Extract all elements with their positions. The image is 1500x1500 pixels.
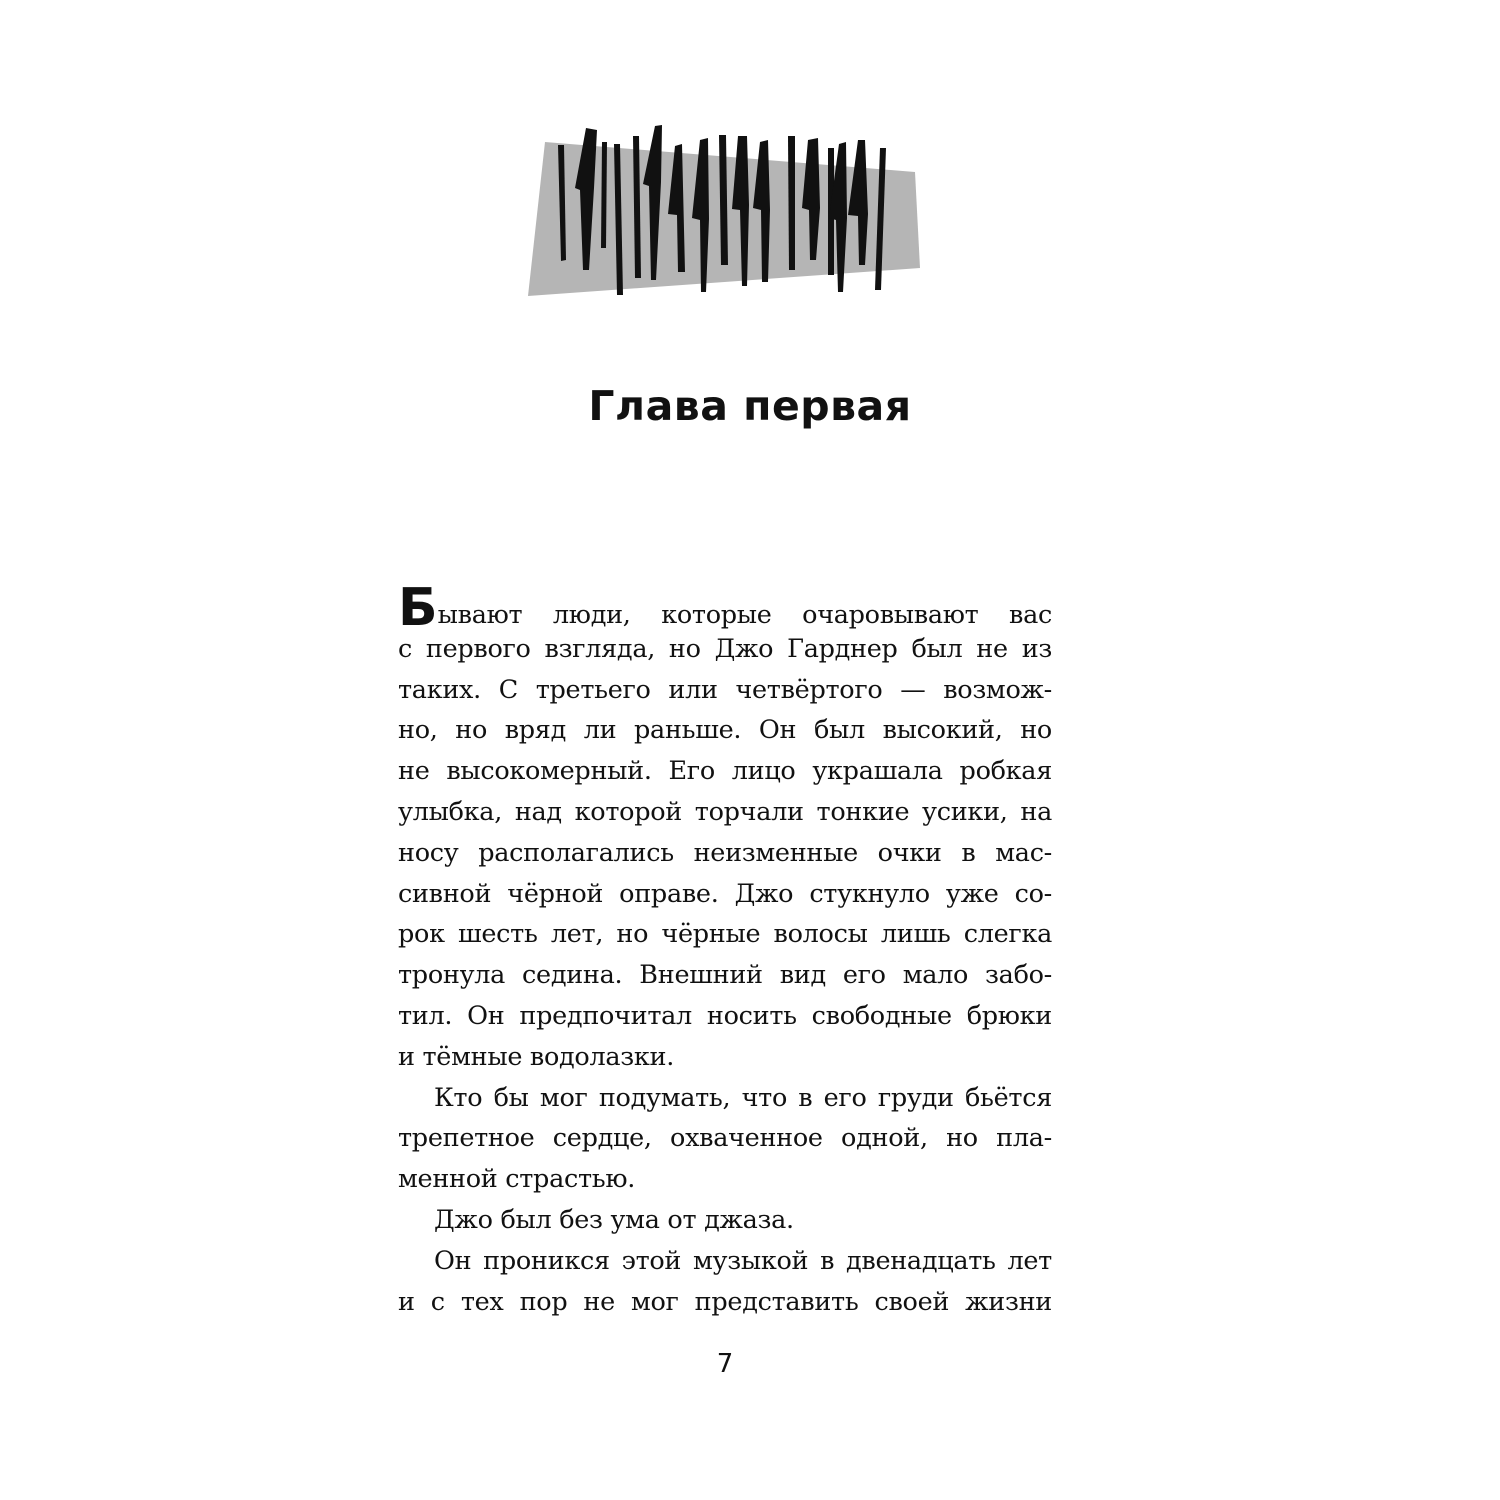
- text-line: [398, 955, 1052, 996]
- text-line: [398, 833, 1052, 874]
- page-number: 7: [716, 1349, 734, 1379]
- text-line-content: трепетное сердце, охваченное одной, но пла-: [398, 1123, 1052, 1154]
- chapter-body-text: [398, 578, 1052, 1322]
- text-line-content: менной страстью.: [398, 1164, 636, 1195]
- text-line-content: Он проникся этой музыкой в двенадцать лет: [434, 1245, 1052, 1276]
- text-line-content: и с тех пор не мог представить своей жизни: [398, 1286, 1052, 1317]
- text-line-content: тил. Он предпочитал носить свободные брюки: [398, 1000, 1052, 1031]
- text-line: [398, 1241, 1052, 1282]
- text-line-content: таких. С третьего или четвёртого — возмож-: [398, 674, 1052, 705]
- text-line: [398, 792, 1052, 833]
- text-line: [398, 1078, 1052, 1119]
- text-line: [398, 751, 1052, 792]
- text-line-content: носу располагались неизменные очки в мас-: [398, 837, 1052, 868]
- text-line: [398, 1118, 1052, 1159]
- text-line-content: улыбка, над которой торчали тонкие усики, на: [398, 796, 1052, 827]
- text-line: [398, 996, 1052, 1037]
- text-line-content: сивной чёрной оправе. Джо стукнуло уже со-: [398, 878, 1052, 909]
- text-line-content: и тёмные водолазки.: [398, 1041, 675, 1072]
- text-line: [398, 1037, 1052, 1078]
- text-line: [398, 578, 1052, 638]
- text-line-content: ывают люди, которые очаровывают вас: [437, 600, 1052, 630]
- text-line: [398, 1282, 1052, 1323]
- piano-keys-icon: [520, 120, 940, 310]
- chapter-title: Глава первая: [588, 382, 912, 430]
- text-line-content: Кто бы мог подумать, что в его груди бьётся: [434, 1082, 1052, 1113]
- text-line: [398, 1159, 1052, 1200]
- text-line-content: не высокомерный. Его лицо украшала робкая: [398, 756, 1052, 787]
- text-line-content: но, но вряд ли раньше. Он был высокий, но: [398, 715, 1052, 746]
- text-line-content: рок шесть лет, но чёрные волосы лишь слегка: [398, 919, 1052, 950]
- text-line-content: тронула седина. Внешний вид его мало забо-: [398, 960, 1052, 991]
- text-line-content: Джо был без ума от джаза.: [434, 1204, 794, 1235]
- text-line-content: с первого взгляда, но Джо Гарднер был не из: [398, 633, 1052, 664]
- drop-cap: Б: [398, 578, 438, 638]
- text-line: [398, 710, 1052, 751]
- text-line: [398, 629, 1052, 670]
- text-line: [398, 670, 1052, 711]
- text-line: [398, 914, 1052, 955]
- text-line: [398, 874, 1052, 915]
- text-line: [398, 1200, 1052, 1241]
